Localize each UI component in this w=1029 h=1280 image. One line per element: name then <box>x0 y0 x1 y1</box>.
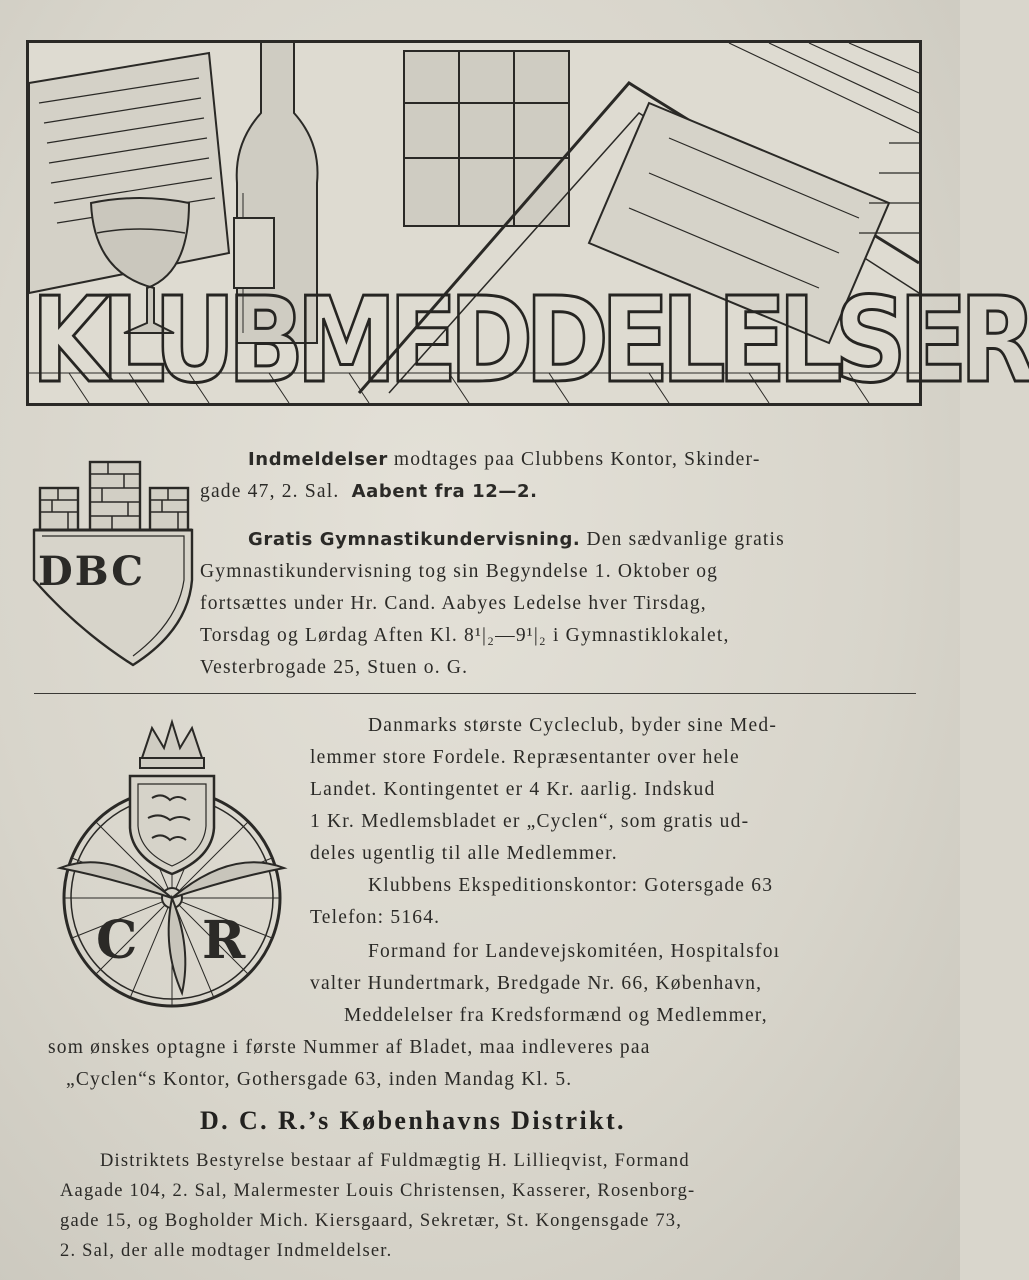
dcr-line-2: lemmer store Fordele. Repræsentanter over hele <box>310 747 740 768</box>
dcr-line-12: „Cyclen“s Kontor, Gothersgade 63, inden Mandag Kl. 5. <box>66 1069 573 1090</box>
dcr-line-10: Meddelelser fra Kredsformænd og Medlemmer, <box>344 1005 768 1026</box>
membership-lead: Indmeldelser <box>248 449 388 470</box>
opening-hours: Aabent fra 12—2. <box>351 481 538 502</box>
dbc-line-6: Torsdag og Lørdag Aften Kl. 8¹|₂—9¹|₂ i Gymnastiklokalet, <box>200 625 730 646</box>
dcr-wheel-emblem <box>52 718 292 1008</box>
dcr-line-4: 1 Kr. Medlemsbladet er „Cyclen“, som gratis ud- <box>310 811 750 832</box>
dbc-emblem-letters: DBC <box>38 548 146 595</box>
dbc-line-7: Vesterbrogade 25, Stuen o. G. <box>200 657 469 678</box>
dcr-line-6: Klubbens Ekspeditionskontor: Gotersgade 63 <box>368 875 774 896</box>
dbc-line-4: Gymnastikundervisning tog sin Begyndelse 1. Oktober og <box>200 561 719 582</box>
dbc-line-2-text: gade 47, 2. Sal. <box>200 481 340 502</box>
district-line-4: 2. Sal, der alle modtager Indmeldelser. <box>60 1241 393 1261</box>
district-heading: D. C. R.’s Københavns Distrikt. <box>200 1106 626 1135</box>
dbc-line-3 <box>248 524 785 556</box>
dbc-line-3-text: Den sædvanlige gratis <box>580 529 785 550</box>
district-line-2: Aagade 104, 2. Sal, Malermester Louis Christensen, Kasserer, Rosenborg- <box>60 1181 696 1201</box>
dbc-line-1-text: modtages paa Clubbens Kontor, Skinder- <box>387 449 761 470</box>
dcr-line-5: deles ugentlig til alle Medlemmer. <box>310 843 618 864</box>
dcr-line-7: Telefon: 5164. <box>310 907 441 928</box>
dbc-line-1 <box>248 444 761 476</box>
header-illustration <box>26 40 1029 409</box>
district-line-1: Distriktets Bestyrelse bestaar af Fuldmægtig H. Lillieqvist, Formand <box>100 1151 690 1171</box>
district-line-3: gade 15, og Bogholder Mich. Kiersgaard, Sekretær, St. Kongensgade 73, <box>60 1211 683 1231</box>
banner-title: KLUBMEDDELELSER <box>31 271 1029 409</box>
dcr-emblem-r: R <box>202 910 246 971</box>
dcr-line-11: som ønskes optagne i første Nummer af Bladet, maa indleveres paa <box>48 1037 651 1058</box>
dcr-line-9: valter Hundertmark, Bredgade Nr. 66, København, <box>310 973 763 994</box>
dcr-line-1: Danmarks største Cycleclub, byder sine Med- <box>368 715 778 736</box>
dbc-line-5: fortsættes under Hr. Cand. Aabyes Ledelse hver Tirsdag, <box>200 593 707 614</box>
dbc-line-2 <box>200 476 538 508</box>
section-divider <box>34 693 916 694</box>
gymnastics-lead: Gratis Gymnastikundervisning. <box>248 529 581 550</box>
dcr-line-8: Formand for Landevejskomitéen, Hospitalsfoı <box>368 941 781 962</box>
dcr-line-3: Landet. Kontingentet er 4 Kr. aarlig. Indskud <box>310 779 716 800</box>
dcr-emblem-c: C <box>96 910 138 971</box>
